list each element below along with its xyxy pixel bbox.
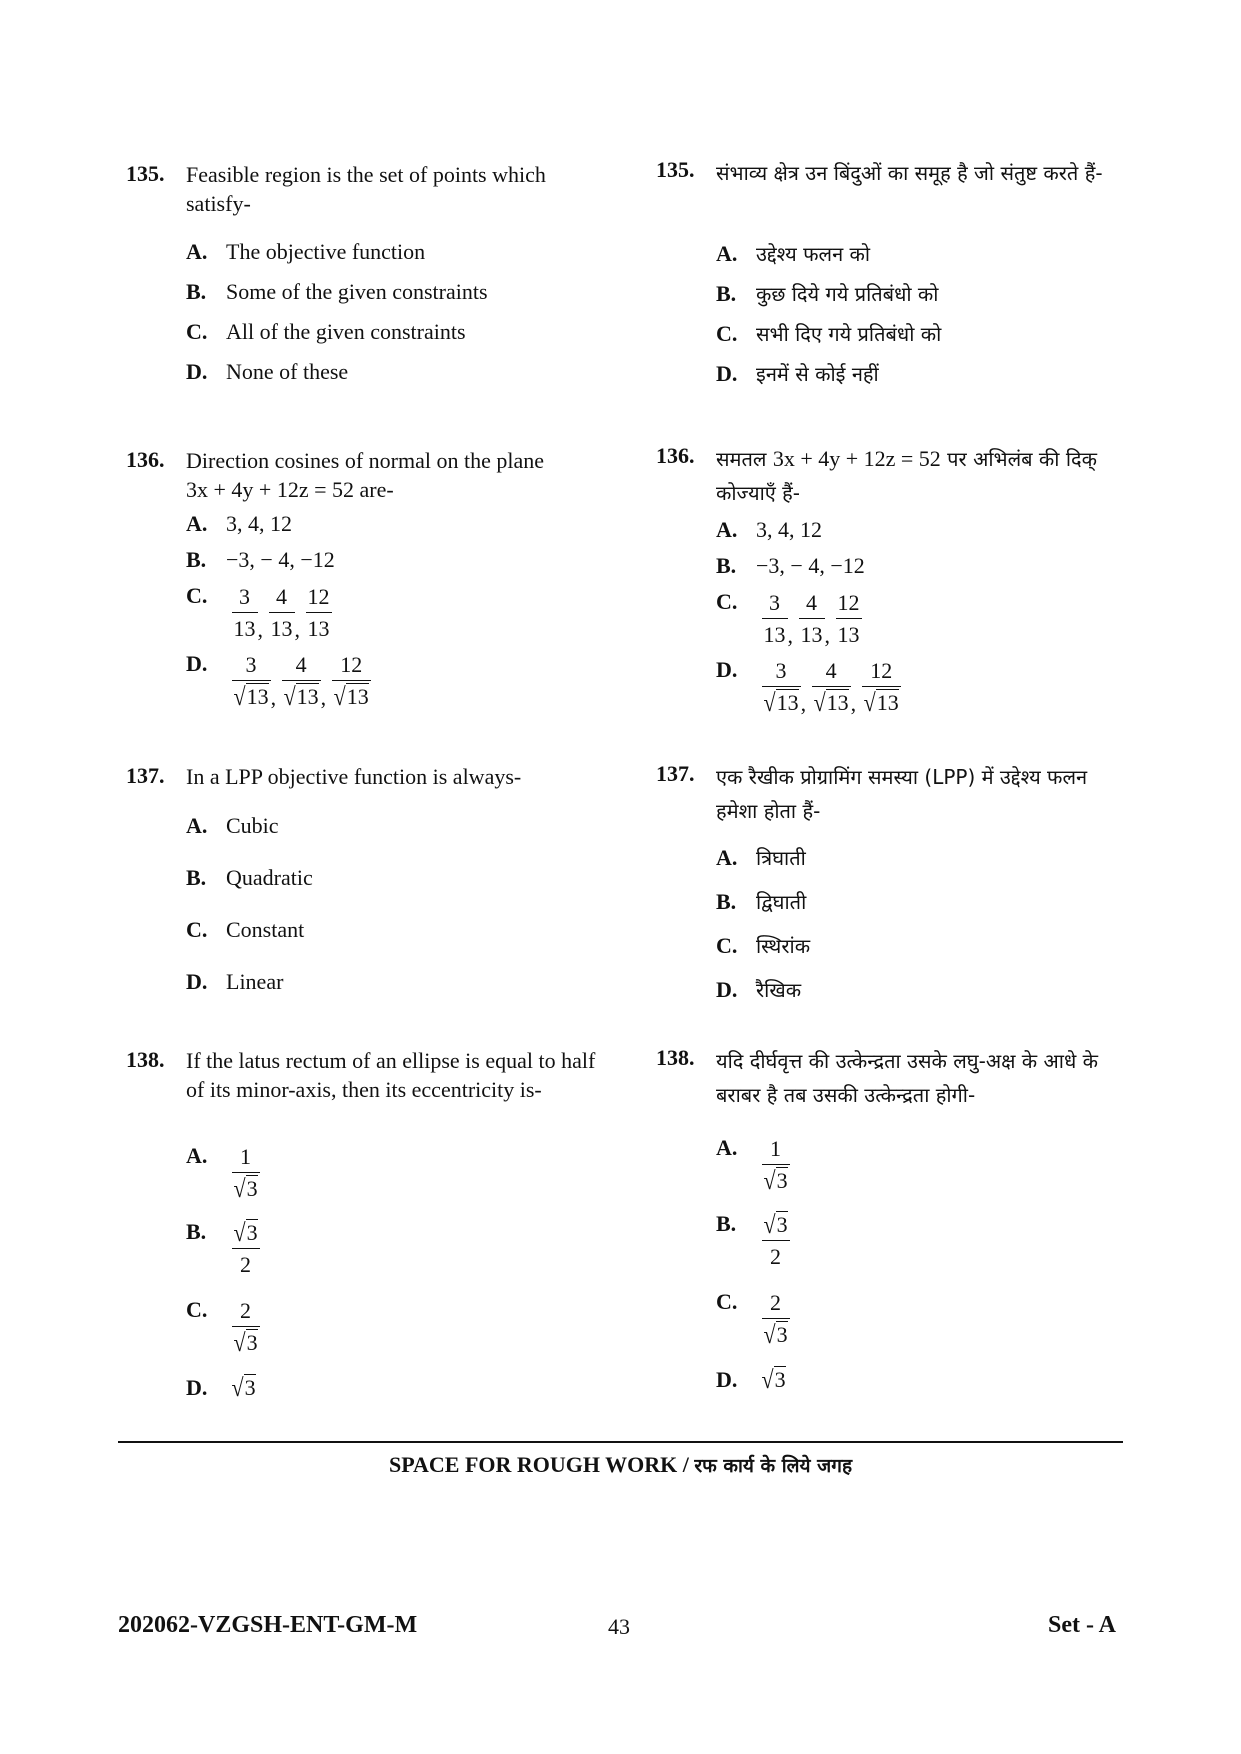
question-137-en (126, 762, 596, 994)
fraction: $\frac{4}{13}$ (800, 590, 823, 647)
option-d (186, 1374, 256, 1402)
question-text: एक रैखीक प्रोग्रामिंग समस्या (LPP) में उद्देश्य फलन हमेशा होता हैं- (716, 765, 1088, 823)
option-label: C. (716, 1289, 738, 1314)
option-fractions: $\frac{3}{√13}$ , $\frac{4}{√13}$ , $\frac{12}{√13}$ (762, 656, 901, 719)
option-label: D. (186, 1375, 208, 1400)
option-label: B. (186, 865, 207, 890)
option-label: C. (186, 1297, 208, 1322)
option-d (716, 976, 801, 1004)
fraction: $\frac{12}{13}$ (307, 584, 330, 641)
option-text: कुछ दिये गये प्रतिबंधो को (756, 282, 939, 306)
option-label: A. (186, 239, 208, 264)
question-number: 138. (656, 1045, 695, 1070)
fraction: $\frac{4}{13}$ (270, 584, 293, 641)
option-d (186, 968, 283, 996)
fraction: $\frac{4}{√13}$ (283, 652, 319, 711)
option-label: C. (186, 319, 208, 344)
option-label: A. (716, 845, 738, 870)
question-135-hi (656, 156, 1126, 386)
option-a (186, 238, 425, 266)
option-a (716, 1134, 790, 1197)
question-136-hi (656, 442, 1126, 717)
fraction: $\frac{4}{√13}$ (813, 658, 849, 717)
option-b (186, 546, 335, 574)
option-label: B. (186, 279, 207, 304)
option-b (716, 552, 865, 580)
option-text: स्थिरांक (756, 934, 811, 958)
rough-work-divider (118, 1441, 1123, 1443)
option-a (716, 240, 870, 268)
option-text: द्विघाती (756, 890, 807, 914)
option-label: D. (716, 1367, 738, 1392)
question-number: 136. (656, 443, 695, 468)
question-text: If the latus rectum of an ellipse is equal to half of its minor-axis, then its eccentricity is- (186, 1048, 596, 1102)
option-text: त्रिघाती (756, 846, 806, 870)
option-label: A. (716, 517, 738, 542)
question-number: 136. (126, 447, 165, 472)
question-text-line: Direction cosines of normal on the plane (186, 448, 545, 473)
option-fractions: $\frac{3}{√13}$ , $\frac{4}{√13}$ , $\frac{12}{√13}$ (232, 650, 371, 713)
option-label: D. (716, 361, 738, 386)
fraction: $\frac{3}{13}$ (763, 590, 786, 647)
option-text: Some of the given constraints (226, 279, 488, 304)
option-label: C. (716, 589, 738, 614)
fraction: $\frac{√3}{2}$ (763, 1210, 788, 1269)
question-136-en (126, 446, 596, 711)
option-c (716, 932, 810, 960)
question-text: In a LPP objective function is always- (186, 764, 522, 789)
set-label: Set - A (1048, 1612, 1116, 1638)
question-text: यदि दीर्घवृत्त की उत्केन्द्रता उसके लघु-अक्ष के आधे के बराबर है तब उसकी उत्केन्द्रता होगी- (716, 1049, 1098, 1107)
fraction: $\frac{2}{√3}$ (763, 1290, 788, 1349)
option-a (716, 516, 822, 544)
option-text: Cubic (226, 813, 279, 838)
fraction: $\frac{12}{√13}$ (333, 652, 369, 711)
question-number: 137. (656, 761, 695, 786)
option-text: 3, 4, 12 (756, 517, 822, 542)
fraction: $\frac{3}{√13}$ (233, 652, 269, 711)
option-d (716, 656, 901, 719)
option-d (716, 1366, 786, 1394)
option-text: Constant (226, 917, 305, 942)
option-label: B. (716, 1211, 737, 1236)
option-label: A. (186, 511, 208, 536)
radical-value: √3 (231, 1373, 256, 1402)
option-a (186, 1142, 260, 1205)
fraction: $\frac{2}{√3}$ (233, 1298, 258, 1357)
option-fractions: $\frac{3}{13}$ , $\frac{4}{13}$ , $\frac{12}{13}$ (762, 588, 862, 651)
option-d (186, 650, 371, 713)
plane-equation: 3x + 4y + 12z = 52 (186, 477, 354, 502)
fraction: $\frac{3}{13}$ (233, 584, 256, 641)
fraction: $\frac{1}{√3}$ (233, 1144, 258, 1203)
option-c (186, 916, 304, 944)
question-text-suffix: पर अभिलंब की दिक् कोज्याएँ हैं- (716, 447, 1097, 505)
option-c (716, 1288, 790, 1351)
option-c (186, 1296, 260, 1359)
option-text: 3, 4, 12 (226, 511, 292, 536)
question-137-hi (656, 760, 1126, 1002)
option-b (186, 278, 488, 306)
question-number: 135. (126, 161, 165, 186)
option-label: C. (186, 583, 208, 608)
option-label: D. (716, 657, 738, 682)
booklet-code: 202062-VZGSH-ENT-GM-M (118, 1612, 418, 1638)
option-label: D. (186, 359, 208, 384)
fraction: $\frac{12}{√13}$ (863, 658, 899, 717)
option-b (716, 1210, 790, 1273)
option-text: सभी दिए गये प्रतिबंधो को (756, 322, 942, 346)
option-d (716, 360, 879, 388)
option-label: B. (186, 547, 207, 572)
question-135-en (126, 160, 596, 384)
plane-equation: 3x + 4y + 12z = 52 (772, 446, 941, 471)
option-c (716, 588, 862, 651)
option-b (186, 864, 313, 892)
option-text: उद्देश्य फलन को (756, 242, 871, 266)
question-number: 137. (126, 763, 165, 788)
option-b (186, 1218, 260, 1281)
option-c (716, 320, 941, 348)
question-text (186, 446, 596, 504)
option-label: A. (186, 813, 208, 838)
option-a (186, 812, 279, 840)
radical-value: √3 (761, 1365, 786, 1394)
option-label: B. (716, 281, 737, 306)
question-number: 135. (656, 157, 695, 182)
option-label: C. (186, 917, 208, 942)
question-text (716, 442, 1136, 510)
option-label: B. (186, 1219, 207, 1244)
fraction: $\frac{1}{√3}$ (763, 1136, 788, 1195)
option-d (186, 358, 348, 386)
question-text-prefix: समतल (716, 447, 773, 471)
page-number: 43 (608, 1614, 630, 1639)
option-a (716, 844, 806, 872)
option-fractions: $\frac{3}{13}$ , $\frac{4}{13}$ , $\frac{12}{13}$ (232, 582, 332, 645)
option-text: Quadratic (226, 865, 313, 890)
option-text: None of these (226, 359, 349, 384)
question-text-suffix: are- (354, 477, 394, 502)
option-label: D. (186, 651, 208, 676)
option-label: B. (716, 889, 737, 914)
option-label: A. (716, 1135, 738, 1160)
option-text: −3, − 4, −12 (226, 547, 335, 572)
option-label: C. (716, 321, 738, 346)
option-c (186, 318, 466, 346)
option-text: इनमें से कोई नहीं (756, 362, 879, 386)
rough-work-english: SPACE FOR ROUGH WORK / (388, 1452, 695, 1477)
option-label: D. (716, 977, 738, 1002)
fraction: $\frac{12}{13}$ (837, 590, 860, 647)
rough-work-heading (118, 1452, 1123, 1478)
option-label: A. (186, 1143, 208, 1168)
fraction: $\frac{√3}{2}$ (233, 1218, 258, 1277)
option-label: A. (716, 241, 738, 266)
option-a (186, 510, 292, 538)
question-text: संभाव्य क्षेत्र उन बिंदुओं का समूह है जो संतुष्ट करते हैं- (716, 161, 1103, 185)
question-138-hi (656, 1044, 1126, 1394)
option-c (186, 582, 332, 645)
fraction: $\frac{3}{√13}$ (763, 658, 799, 717)
rough-work-hindi: रफ कार्य के लिये जगह (694, 1455, 853, 1477)
option-text: All of the given constraints (226, 319, 466, 344)
option-text: Linear (226, 969, 284, 994)
option-label: D. (186, 969, 208, 994)
option-label: B. (716, 553, 737, 578)
option-text: रैखिक (756, 978, 802, 1002)
option-b (716, 280, 938, 308)
question-138-en (126, 1046, 596, 1402)
option-text: −3, − 4, −12 (756, 553, 865, 578)
question-text: Feasible region is the set of points which satisfy- (186, 162, 546, 216)
option-text: The objective function (226, 239, 426, 264)
option-label: C. (716, 933, 738, 958)
option-b (716, 888, 806, 916)
question-number: 138. (126, 1047, 165, 1072)
